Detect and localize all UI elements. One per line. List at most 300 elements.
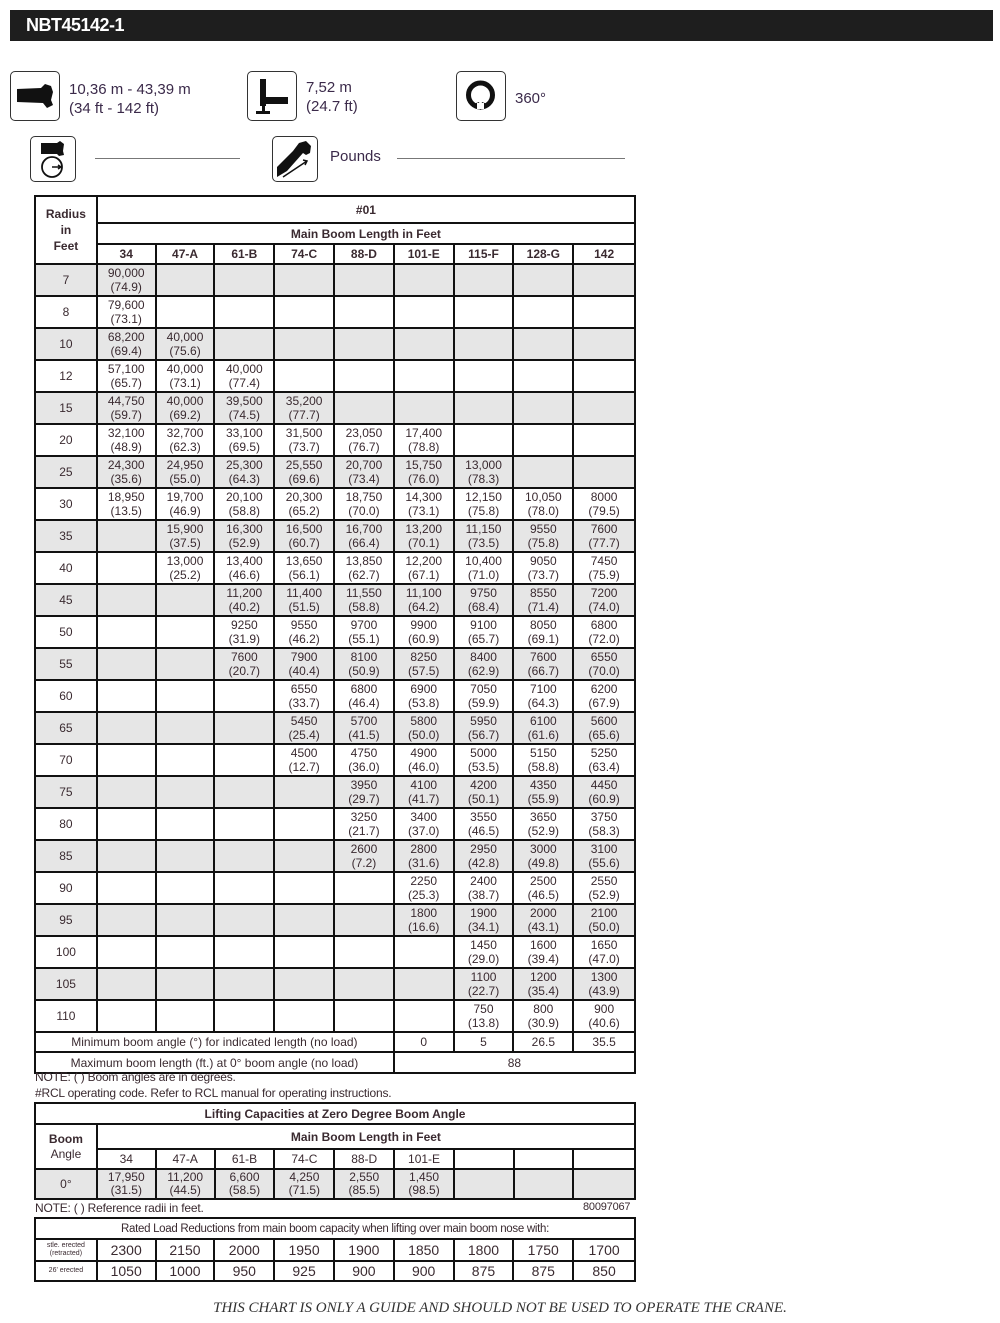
capacity-cell [334,840,394,872]
empty-cell [394,936,454,968]
note-reference-radii: NOTE: ( ) Reference radii in feet. [35,1201,204,1215]
capacity-value: 6900 [410,682,438,696]
boom-angle-value: (60.7) [288,536,320,550]
capacity-cell [394,456,454,488]
capacity-cell [513,808,573,840]
capacity-value: 3750 [590,810,618,824]
load-chart-table [34,195,636,1074]
capacity-value: 13,650 [285,554,323,568]
boom-length-column-header: 101-E [394,244,454,264]
capacity-cell [513,616,573,648]
capacity-cell [334,424,394,456]
capacity-cell [454,904,514,936]
boom-angle-value: (40.4) [288,664,320,678]
reference-radius-value: (98.5) [408,1183,440,1197]
boom-angle-value: (78.0) [527,504,559,518]
capacity-cell [156,552,215,584]
boom-angle-value: (62.7) [348,568,380,582]
capacity-cell [573,680,635,712]
capacity-cell [573,840,635,872]
empty-cell [214,904,274,936]
table-row [35,744,635,776]
reduction-value: 900 [394,1261,454,1281]
capacity-value: 23,050 [345,426,383,440]
empty-cell [97,712,156,744]
boom-angle-value: (73.7) [527,568,559,582]
capacity-cell [513,648,573,680]
boom-angle-value: (29.0) [467,952,500,966]
capacity-cell [513,552,573,584]
reduction-value: 900 [334,1261,394,1281]
empty-cell [573,456,635,488]
boom-angle-value: (40.6) [588,1016,620,1030]
capacity-cell [274,392,334,424]
zero-capacity-cell [156,1169,215,1199]
capacity-value: 7600 [529,650,557,664]
empty-cell [573,296,635,328]
boom-angle-value: (77.4) [228,376,261,390]
boom-angle-value: (50.0) [588,920,620,934]
capacity-value: 2600 [350,842,378,856]
radius-cell: 35 [35,520,97,552]
empty-cell [156,264,215,296]
empty-cell [214,968,274,1000]
radius-icon [30,136,76,182]
boom-angle-value: (73.4) [348,472,380,486]
radius-cell: 15 [35,392,97,424]
radius-cell: 100 [35,936,97,968]
reduction-label-line: stle. erected [46,1242,85,1249]
capacity-value: 9700 [350,618,378,632]
empty-cell [573,1169,635,1199]
empty-cell [454,424,514,456]
capacity-value: 2100 [590,906,618,920]
capacity-value: 15,900 [166,522,204,536]
reduction-value: 1700 [573,1239,635,1261]
boom-angle-value: (70.1) [408,536,440,550]
capacity-cell [97,328,156,360]
boom-angle-value: (65.2) [288,504,320,518]
empty-cell [97,968,156,1000]
capacity-value: 1,450 [409,1170,440,1184]
capacity-value: 6550 [290,682,318,696]
capacity-value: 9050 [529,554,557,568]
capacity-value: 3950 [350,778,378,792]
capacity-value: 2250 [410,874,438,888]
boom-angle-value: (29.7) [348,792,380,806]
empty-cell [214,808,274,840]
reduction-value: 1900 [334,1239,394,1261]
max-boom-length-value: 88 [394,1052,635,1073]
capacity-cell [454,616,514,648]
radius-cell: 80 [35,808,97,840]
capacity-cell [513,1000,573,1032]
capacity-cell [156,424,215,456]
boom-angle-value: (43.9) [588,984,620,998]
capacity-value: 11,400 [286,586,323,600]
boom-angle-value: (55.9) [527,792,559,806]
capacity-cell [97,456,156,488]
capacity-cell [513,840,573,872]
empty-cell [156,584,215,616]
radius-cell: 7 [35,264,97,296]
capacity-cell [334,616,394,648]
capacity-cell [573,488,635,520]
radius-cell: 25 [35,456,97,488]
capacity-cell [394,520,454,552]
empty-cell [274,968,334,1000]
capacity-cell [274,424,334,456]
capacity-cell [394,904,454,936]
boom-angle-value: (56.7) [467,728,500,742]
capacity-value: 31,500 [285,426,323,440]
capacity-value: 5950 [470,714,497,728]
capacity-cell [274,744,334,776]
boom-length-icon [10,71,60,121]
empty-cell [394,296,454,328]
capacity-cell [513,776,573,808]
table-row [35,488,635,520]
table-row [35,424,635,456]
capacity-cell [394,744,454,776]
capacity-cell [334,520,394,552]
table-row [35,584,635,616]
boom-angle-value: (67.1) [408,568,440,582]
capacity-cell [454,968,514,1000]
empty-cell [97,1000,156,1032]
capacity-value: 9250 [230,618,258,632]
capacity-value: 44,750 [107,394,145,408]
capacity-value: 25,300 [225,458,263,472]
units-label: Pounds [330,148,381,165]
table-row [35,1000,635,1032]
boom-angle-value: (30.9) [527,1016,559,1030]
empty-cell [214,840,274,872]
empty-cell [214,712,274,744]
capacity-cell [573,872,635,904]
radius-cell: 95 [35,904,97,936]
capacity-value: 7100 [529,682,557,696]
empty-cell [513,456,573,488]
capacity-value: 4100 [410,778,438,792]
empty-cell [274,296,334,328]
rotation-spec: 360° [515,90,547,107]
empty-cell [334,872,394,904]
boom-angle-value: (46.5) [527,888,559,902]
boom-angle-value: (40.2) [228,600,261,614]
boom-angle-value: (73.7) [288,440,320,454]
outrigger-span-icon [247,71,297,121]
zero-boom-length-column-header: 74-C [274,1149,334,1169]
capacity-cell [454,680,514,712]
zero-angle-row-label: 0° [35,1169,97,1199]
table-row [35,904,635,936]
boom-angle-value: (66.4) [348,536,380,550]
load-reductions-table [34,1217,636,1282]
units-divider [397,158,625,159]
capacity-value: 750 [473,1002,494,1016]
reference-radius-value: (71.5) [288,1183,321,1197]
boom-angle-value: (72.0) [588,632,620,646]
empty-cell [97,904,156,936]
capacity-cell [214,456,274,488]
capacity-cell [513,872,573,904]
capacity-value: 5000 [470,746,497,760]
capacity-cell [334,744,394,776]
capacity-value: 7900 [290,650,318,664]
boom-angle-value: (79.5) [588,504,620,518]
capacity-cell [97,296,156,328]
boom-angle-value: (69.4) [110,344,142,358]
boom-angle-value: (53.5) [467,760,500,774]
boom-angle-value: (75.6) [169,344,201,358]
capacity-cell [573,936,635,968]
empty-cell [97,616,156,648]
capacity-value: 40,000 [166,330,204,344]
model-title: NBT45142-1 [26,15,125,35]
boom-length-spec: 10,36 m - 43,39 m (34 ft - 142 ft) [69,81,191,117]
min-boom-angle-value: 5 [454,1032,514,1052]
boom-angle-value: (58.3) [588,824,620,838]
capacity-cell [274,584,334,616]
empty-cell [274,360,334,392]
capacity-value: 3250 [350,810,378,824]
empty-cell [394,968,454,1000]
boom-length-column-header: 142 [573,244,635,264]
capacity-cell [454,520,514,552]
capacity-cell [334,712,394,744]
empty-cell [156,776,215,808]
boom-angle-value: (75.8) [527,536,559,550]
zero-boom-length-column-header [514,1149,574,1169]
zero-capacity-cell [394,1169,454,1199]
reduction-row-label [35,1261,97,1281]
reference-radius-value: (85.5) [348,1183,380,1197]
boom-angle-value: (73.1) [110,312,142,326]
capacity-cell [394,840,454,872]
capacity-cell [454,840,514,872]
boom-angle-value: (74.0) [588,600,620,614]
capacity-value: 11,150 [465,522,502,536]
empty-cell [454,1169,514,1199]
capacity-value: 2,550 [349,1170,380,1184]
boom-length-column-header: 47-A [156,244,215,264]
capacity-value: 1300 [590,970,618,984]
capacity-value: 1200 [529,970,557,984]
boom-angle-value: (31.9) [228,632,261,646]
capacity-value: 20,100 [225,490,263,504]
empty-cell [97,808,156,840]
boom-angle-value: (37.0) [408,824,440,838]
boom-angle-value: (58.8) [228,504,261,518]
boom-angle-value: (50.0) [408,728,440,742]
zero-boom-length-header: Main Boom Length in Feet [97,1124,635,1149]
boom-angle-value: (73.1) [408,504,440,518]
capacity-cell [334,680,394,712]
reduction-label-line: (retracted) [49,1250,83,1257]
boom-angle-value: (46.5) [467,824,500,838]
empty-cell [274,776,334,808]
empty-cell [274,808,334,840]
empty-cell [454,360,514,392]
empty-cell [334,936,394,968]
capacity-cell [513,520,573,552]
radius-cell: 85 [35,840,97,872]
empty-cell [514,1169,574,1199]
empty-cell [334,264,394,296]
reduction-value: 1050 [97,1261,156,1281]
capacity-value: 6200 [590,682,618,696]
capacity-cell [454,712,514,744]
capacity-cell [513,936,573,968]
reference-radius-value: (44.5) [169,1183,201,1197]
empty-cell [334,392,394,424]
table-row [35,456,635,488]
table-row [35,360,635,392]
empty-cell [156,872,215,904]
capacity-value: 9900 [410,618,438,632]
capacity-cell [573,648,635,680]
zero-capacity-cell [215,1169,275,1199]
capacity-cell [454,648,514,680]
boom-angle-value: (55.6) [588,856,620,870]
zero-capacity-cell [334,1169,394,1199]
boom-angle-value: (55.1) [348,632,380,646]
capacity-cell [454,808,514,840]
empty-cell [513,424,573,456]
radius-cell: 65 [35,712,97,744]
capacity-value: 16,500 [285,522,323,536]
zero-boom-length-column-header: 61-B [215,1149,275,1169]
capacity-cell [394,680,454,712]
reference-radius-value: (58.5) [228,1183,261,1197]
table-row [35,840,635,872]
capacity-cell [274,552,334,584]
capacity-value: 2000 [529,906,557,920]
reduction-value: 875 [513,1261,573,1281]
boom-angle-value: (78.3) [467,472,500,486]
boom-length-header: Main Boom Length in Feet [97,223,635,244]
capacity-cell [214,520,274,552]
capacity-value: 5150 [529,746,557,760]
empty-cell [274,872,334,904]
reduction-value: 950 [214,1261,274,1281]
zero-boom-length-column-header: 47-A [156,1149,215,1169]
capacity-cell [394,584,454,616]
boom-angle-value: (46.4) [348,696,380,710]
radius-cell: 75 [35,776,97,808]
capacity-value: 4500 [290,746,318,760]
empty-cell [394,328,454,360]
radius-cell: 8 [35,296,97,328]
empty-cell [97,680,156,712]
capacity-value: 4450 [590,778,618,792]
capacity-cell [156,520,215,552]
capacity-value: 39,500 [225,394,263,408]
empty-cell [214,776,274,808]
empty-cell [334,968,394,1000]
capacity-value: 16,300 [225,522,263,536]
capacity-value: 900 [594,1002,615,1016]
boom-angle-header: Boom Angle [35,1124,97,1169]
capacity-cell [573,744,635,776]
capacity-cell [394,552,454,584]
zero-capacity-cell [97,1169,156,1199]
capacity-cell [214,616,274,648]
capacity-cell [394,424,454,456]
capacity-cell [573,552,635,584]
boom-angle-value: (62.9) [467,664,500,678]
capacity-value: 11,200 [226,586,263,600]
capacity-value: 13,200 [405,522,443,536]
boom-length-column-header: 74-C [274,244,334,264]
boom-angle-value: (20.7) [228,664,261,678]
capacity-cell [97,488,156,520]
empty-cell [513,360,573,392]
empty-cell [156,968,215,1000]
zero-boom-length-column-header: 101-E [394,1149,454,1169]
capacity-cell [573,520,635,552]
boom-angle-value: (25.3) [408,888,440,902]
boom-angle-value: (22.7) [467,984,500,998]
capacity-cell [274,680,334,712]
capacity-value: 6550 [590,650,618,664]
capacity-value: 9750 [470,586,497,600]
capacity-cell [513,904,573,936]
table-row [35,680,635,712]
boom-angle-value: (31.6) [408,856,440,870]
boom-length-column-header: 34 [97,244,156,264]
capacity-value: 20,300 [285,490,323,504]
table-row [35,808,635,840]
boom-angle-value: (76.7) [348,440,380,454]
boom-angle-value: (16.6) [408,920,440,934]
capacity-value: 7050 [470,682,497,696]
zero-angle-table [34,1102,636,1200]
capacity-cell [214,584,274,616]
capacity-value: 1900 [470,906,497,920]
capacity-value: 2550 [590,874,618,888]
capacity-value: 9550 [290,618,318,632]
boom-angle-value: (66.7) [527,664,559,678]
boom-angle-value: (58.8) [348,600,380,614]
boom-angle-value: (35.4) [527,984,559,998]
empty-cell [97,520,156,552]
capacity-cell [214,648,274,680]
capacity-value: 2800 [410,842,438,856]
empty-cell [97,776,156,808]
boom-length-column-header: 115-F [454,244,514,264]
capacity-value: 2500 [529,874,557,888]
boom-angle-value: (71.0) [467,568,500,582]
empty-cell [394,392,454,424]
empty-cell [214,680,274,712]
capacity-value: 7450 [590,554,618,568]
boom-angle-value: (25.4) [288,728,320,742]
capacity-cell [214,552,274,584]
capacity-value: 6800 [350,682,378,696]
reduction-label-line: 26' erected [48,1267,84,1274]
boom-angle-value: (56.1) [288,568,320,582]
zero-boom-length-column-header: 88-D [334,1149,394,1169]
capacity-cell [97,264,156,296]
capacity-value: 8000 [590,490,618,504]
capacity-value: 8400 [470,650,497,664]
empty-cell [156,616,215,648]
document-number: 80097067 [583,1201,631,1213]
capacity-cell [573,968,635,1000]
capacity-cell [214,360,274,392]
